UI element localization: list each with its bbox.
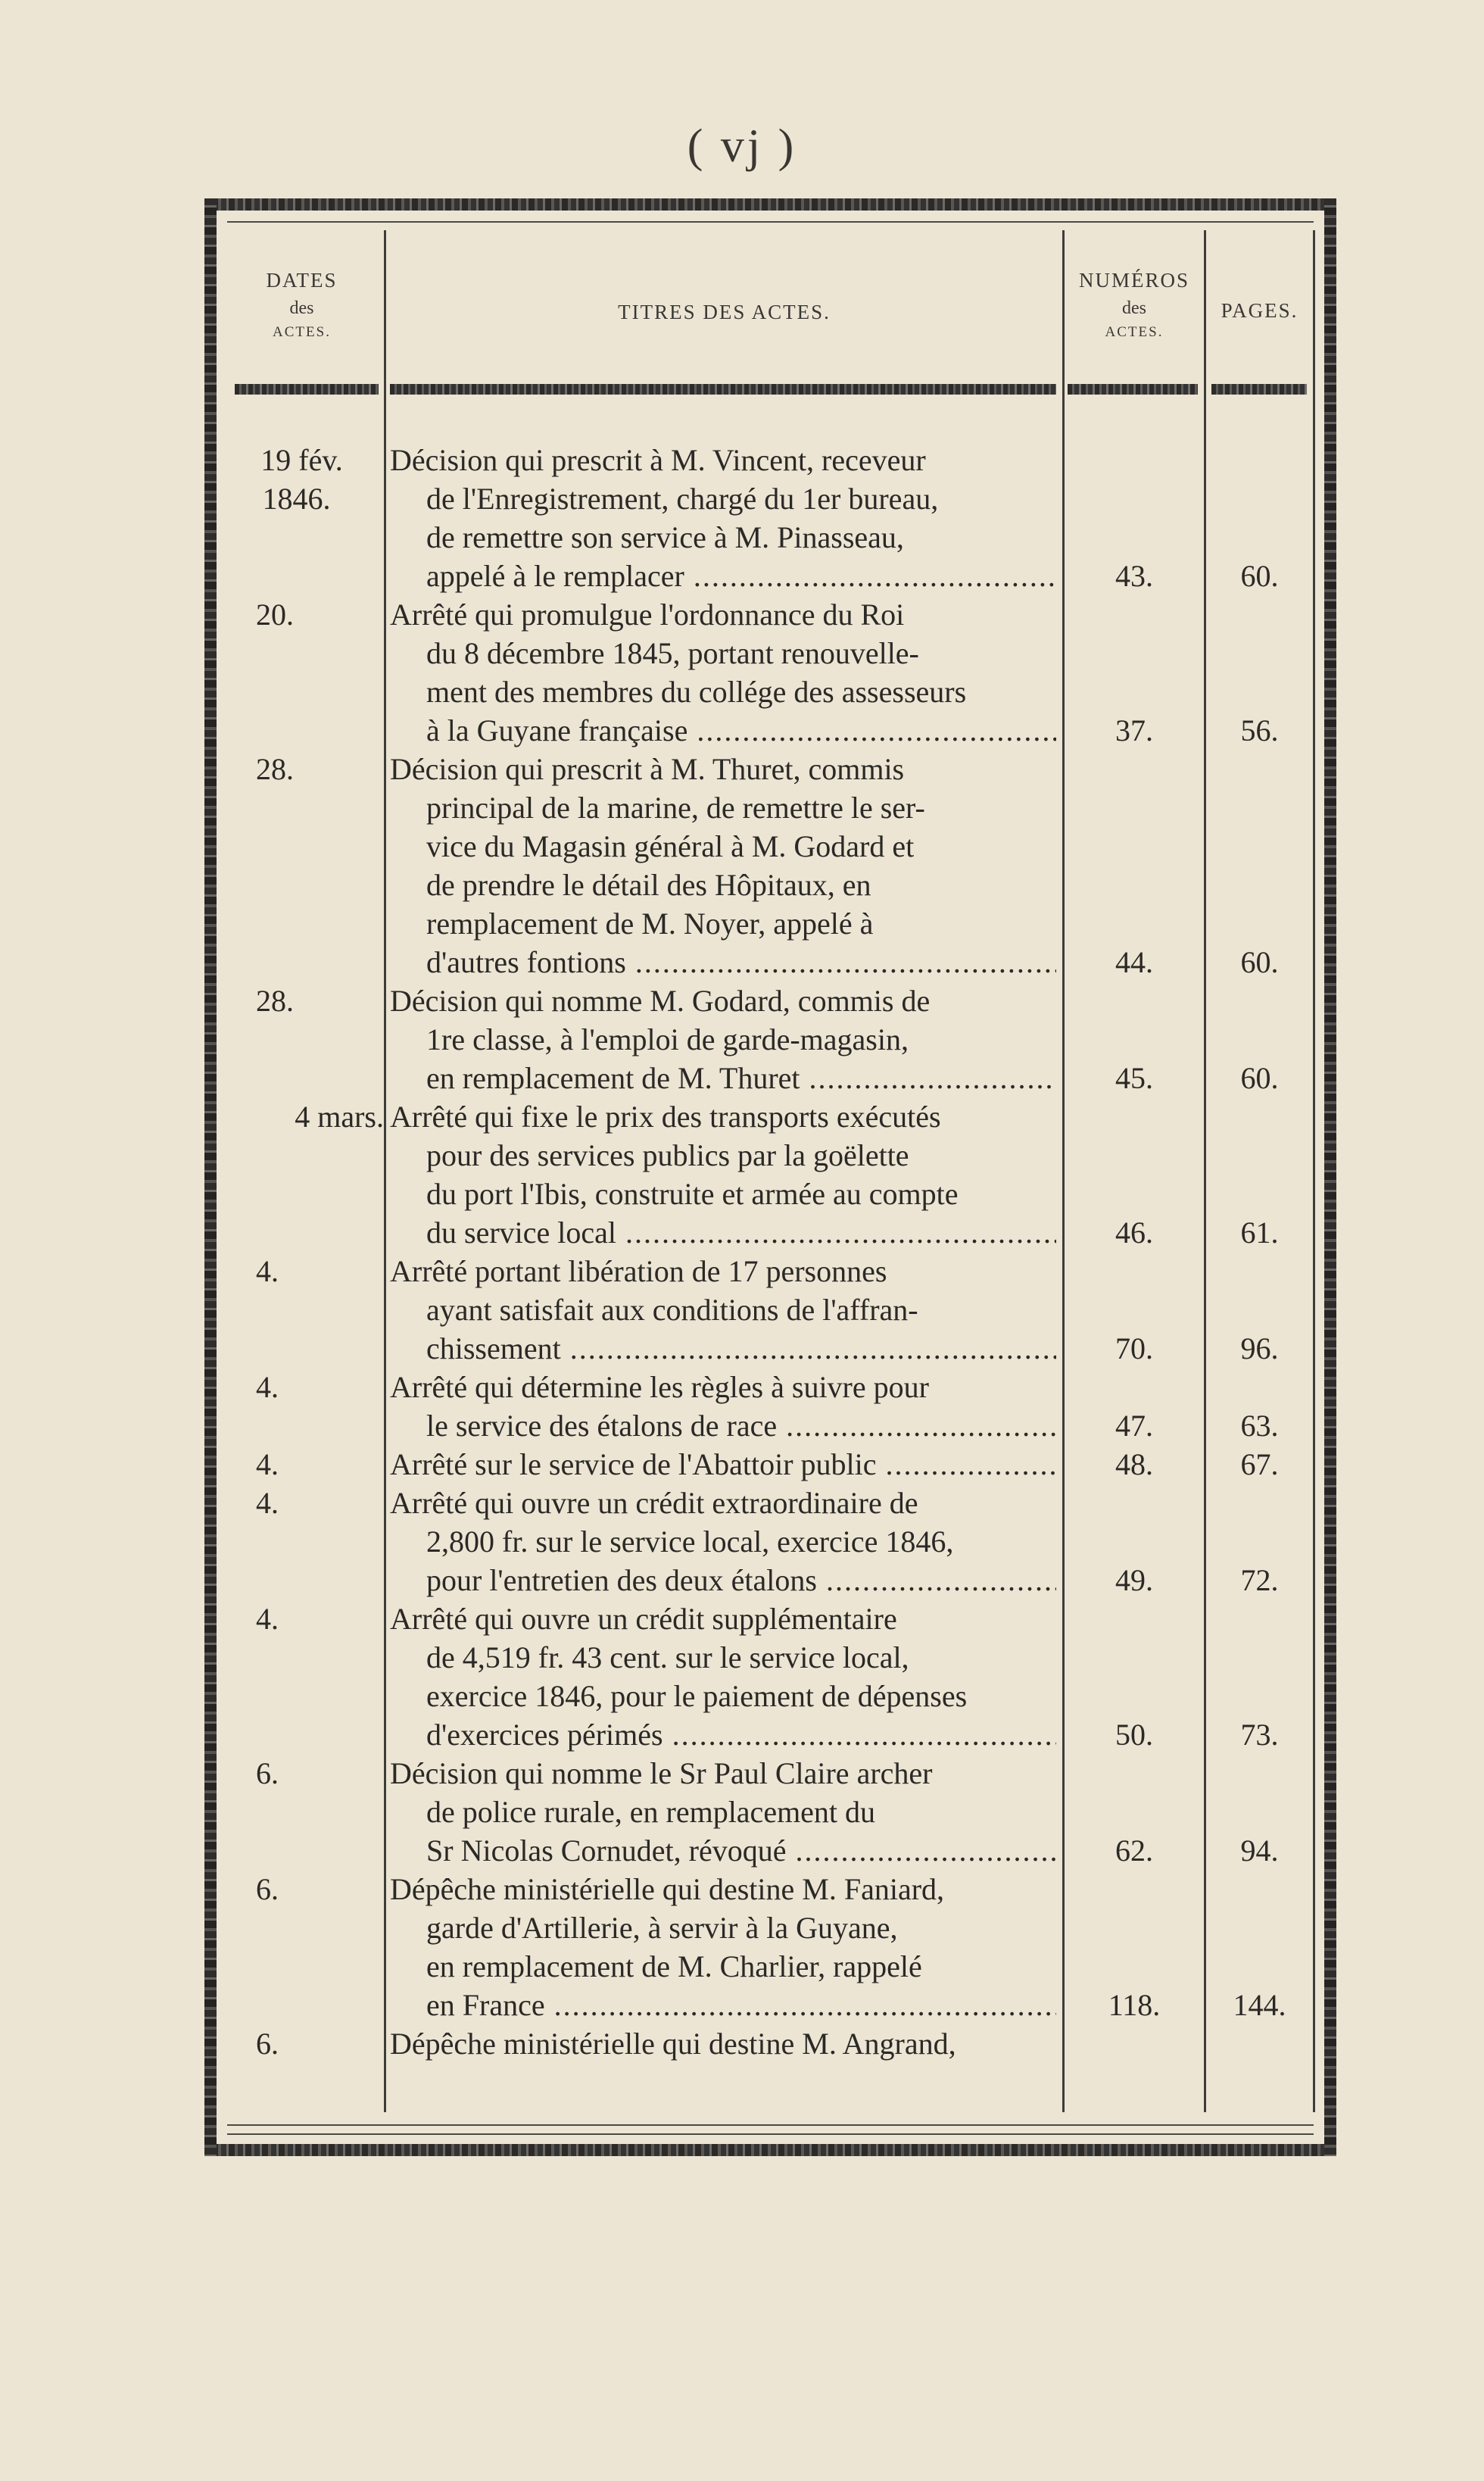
- table-row: [204, 1599, 1336, 1754]
- act-numero: 50.: [1115, 1718, 1153, 1752]
- table-row: [204, 1368, 1336, 1445]
- header-pages-label: PAGES.: [1221, 299, 1298, 322]
- inner-rule-top: [227, 221, 1314, 223]
- inner-rule-bottom: [227, 2124, 1314, 2126]
- act-title-line: exercice 1846, pour le paiement de dépenses: [426, 1679, 968, 1713]
- act-date-line: 28.: [256, 752, 294, 786]
- act-title: [390, 1368, 1056, 1445]
- table-row: [204, 1870, 1336, 2024]
- table-row: [204, 1484, 1336, 1599]
- act-numero: 46.: [1115, 1216, 1153, 1250]
- act-date: [220, 1754, 384, 1793]
- act-title-line: en France .....: [390, 1986, 1056, 2024]
- header-numeros-line1: NUMÉROS: [1078, 269, 1190, 292]
- act-title: [390, 1484, 1056, 1599]
- header-titres: [386, 297, 1062, 327]
- act-title: [390, 750, 1056, 981]
- act-page: 61.: [1240, 1216, 1279, 1250]
- act-title-line: de police rurale, en remplacement du: [426, 1795, 876, 1829]
- header-rule-pages: [1211, 384, 1307, 395]
- act-date: [220, 750, 384, 788]
- act-date: [220, 1484, 384, 1522]
- act-page: 60.: [1240, 1061, 1279, 1095]
- act-numero: 70.: [1115, 1331, 1153, 1365]
- act-title-line: vice du Magasin général à M. Godard et: [426, 829, 915, 863]
- act-title-line: appelé à le remplacer .....: [390, 557, 1056, 595]
- act-date-line: 19 fév.: [260, 443, 343, 477]
- act-title-line: Arrêté qui ouvre un crédit extraordinaire de: [390, 1486, 918, 1520]
- act-date-line: 28.: [256, 984, 294, 1018]
- act-page: 67.: [1240, 1447, 1279, 1481]
- inner-rule-bottom-2: [227, 2133, 1314, 2135]
- act-date-line: 4.: [256, 1447, 279, 1481]
- act-title-line: de l'Enregistrement, chargé du 1er bureau,: [426, 482, 939, 516]
- act-numero: 48.: [1115, 1447, 1153, 1481]
- act-title-line: Arrêté qui fixe le prix des transports exécutés: [390, 1100, 941, 1134]
- act-title-line: Décision qui prescrit à M. Thuret, commis: [390, 752, 905, 786]
- act-title-line: principal de la marine, de remettre le ser-: [426, 791, 925, 825]
- table-row: [204, 981, 1336, 1097]
- act-title-line: Sr Nicolas Cornudet, révoqué .....: [390, 1831, 1056, 1870]
- act-title-line: Décision qui prescrit à M. Vincent, receveur: [390, 443, 926, 477]
- acts-table: [204, 198, 1336, 2156]
- act-numero: 118.: [1108, 1988, 1161, 2022]
- act-title-line: Décision qui nomme M. Godard, commis de: [390, 984, 931, 1018]
- act-title: [390, 1097, 1056, 1252]
- act-title-line: en remplacement de M. Charlier, rappelé: [426, 1949, 922, 1983]
- act-title-line: Arrêté qui ouvre un crédit supplémentaire: [390, 1602, 897, 1636]
- act-page: 73.: [1240, 1718, 1279, 1752]
- act-title-line: d'exercices périmés .....: [390, 1715, 1056, 1754]
- act-date-line: 6.: [256, 1756, 279, 1790]
- page-number: ( vj ): [687, 120, 797, 172]
- act-date: [220, 1368, 384, 1406]
- act-date-line: 4.: [256, 1254, 279, 1288]
- act-title-line: garde d'Artillerie, à servir à la Guyane,: [426, 1911, 898, 1945]
- act-numero: 49.: [1115, 1563, 1153, 1597]
- act-title-line: de prendre le détail des Hôpitaux, en: [426, 868, 871, 902]
- act-title-line: Arrêté sur le service de l'Abattoir public .....: [390, 1445, 1056, 1484]
- header-dates-line2: des: [289, 298, 314, 318]
- act-title-line: du 8 décembre 1845, portant renouvelle-: [426, 636, 919, 670]
- act-title-line: de remettre son service à M. Pinasseau,: [426, 520, 904, 554]
- act-numero: 62.: [1115, 1833, 1153, 1868]
- act-date: [220, 1252, 384, 1290]
- act-date-line: 4.: [256, 1602, 279, 1636]
- act-title-line: 2,800 fr. sur le service local, exercice 1846,: [426, 1524, 954, 1559]
- act-date: [220, 441, 384, 518]
- act-page: 60.: [1240, 945, 1279, 979]
- act-page: 56.: [1240, 713, 1279, 747]
- act-title-line: de 4,519 fr. 43 cent. sur le service local,: [426, 1640, 909, 1674]
- act-title-line: ment des membres du collége des assesseurs: [426, 675, 967, 709]
- table-row: [204, 750, 1336, 981]
- act-page: 94.: [1240, 1833, 1279, 1868]
- act-title-line: d'autres fontions .....: [390, 943, 1056, 981]
- act-date: [220, 1445, 384, 1484]
- act-date-line: 4 mars.: [295, 1100, 384, 1134]
- act-page: 63.: [1240, 1409, 1279, 1443]
- act-title-line: chissement .....: [390, 1329, 1056, 1368]
- act-title-line: 1re classe, à l'emploi de garde-magasin,: [426, 1022, 909, 1056]
- act-title: [390, 1252, 1056, 1368]
- act-title-line: Dépêche ministérielle qui destine M. Angrand,: [390, 2027, 956, 2061]
- act-numero: 47.: [1115, 1409, 1153, 1443]
- act-date: [220, 1870, 384, 1908]
- act-date: [220, 2024, 384, 2063]
- act-title: [390, 441, 1056, 595]
- table-row: [204, 2024, 1336, 2063]
- table-body: [204, 441, 1336, 2063]
- act-title-line: Arrêté portant libération de 17 personnes: [390, 1254, 887, 1288]
- act-date: [220, 1097, 384, 1136]
- act-title-line: ayant satisfait aux conditions de l'affran-: [426, 1293, 918, 1327]
- act-title-line: en remplacement de M. Thuret .....: [390, 1059, 1056, 1097]
- act-title-line: pour l'entretien des deux étalons .....: [390, 1561, 1056, 1599]
- act-title-line: du port l'Ibis, construite et armée au compte: [426, 1177, 959, 1211]
- act-title-line: Arrêté qui détermine les règles à suivre pour: [390, 1370, 929, 1404]
- header-dates-line3: ACTES.: [273, 324, 331, 340]
- header-numeros: [1065, 265, 1204, 344]
- act-title-line: remplacement de M. Noyer, appelé à: [426, 907, 874, 941]
- act-date: [220, 1599, 384, 1638]
- header-dates: [220, 265, 384, 344]
- act-page: 60.: [1240, 559, 1279, 593]
- act-title: [390, 2024, 1056, 2063]
- act-title-line: pour des services publics par la goëlette: [426, 1138, 909, 1172]
- act-date-line: 4.: [256, 1486, 279, 1520]
- act-date-line: 20.: [256, 598, 294, 632]
- act-numero: 44.: [1115, 945, 1153, 979]
- header-pages: [1206, 295, 1313, 326]
- act-title-line: Arrêté qui promulgue l'ordonnance du Roi: [390, 598, 905, 632]
- act-title: [390, 1870, 1056, 2024]
- table-border-top: [204, 198, 1336, 211]
- act-page: 96.: [1240, 1331, 1279, 1365]
- act-numero: 43.: [1115, 559, 1153, 593]
- act-page: 144.: [1233, 1988, 1286, 2022]
- act-date-line: 6.: [256, 2027, 279, 2061]
- header-rule-titres: [390, 384, 1056, 395]
- header-rule-numeros: [1068, 384, 1198, 395]
- header-titres-label: TITRES DES ACTES.: [618, 301, 831, 323]
- table-row: [204, 1445, 1336, 1484]
- header-numeros-line2: des: [1122, 298, 1146, 318]
- table-row: [204, 595, 1336, 750]
- act-title: [390, 981, 1056, 1097]
- act-title: [390, 1445, 1056, 1484]
- act-title: [390, 1754, 1056, 1870]
- table-row: [204, 441, 1336, 595]
- act-title-line: le service des étalons de race .....: [390, 1406, 1056, 1445]
- act-title: [390, 595, 1056, 750]
- act-title-line: du service local .....: [390, 1213, 1056, 1252]
- header-rule-dates: [235, 384, 379, 395]
- act-title-line: Dépêche ministérielle qui destine M. Faniard,: [390, 1872, 945, 1906]
- header-numeros-line3: ACTES.: [1105, 324, 1164, 340]
- act-title-line: à la Guyane française .....: [390, 711, 1056, 750]
- act-numero: 37.: [1115, 713, 1153, 747]
- table-row: [204, 1097, 1336, 1252]
- act-numero: 45.: [1115, 1061, 1153, 1095]
- act-date: [220, 981, 384, 1020]
- act-date-line: 4.: [256, 1370, 279, 1404]
- act-page: 72.: [1240, 1563, 1279, 1597]
- table-row: [204, 1754, 1336, 1870]
- act-date-line: 6.: [256, 1872, 279, 1906]
- table-row: [204, 1252, 1336, 1368]
- act-date-line: 1846.: [262, 482, 331, 516]
- act-date: [220, 595, 384, 634]
- header-dates-line1: DATES: [266, 269, 338, 292]
- act-title-line: Décision qui nomme le Sr Paul Claire archer: [390, 1756, 933, 1790]
- act-title: [390, 1599, 1056, 1754]
- table-border-bottom: [204, 2144, 1336, 2156]
